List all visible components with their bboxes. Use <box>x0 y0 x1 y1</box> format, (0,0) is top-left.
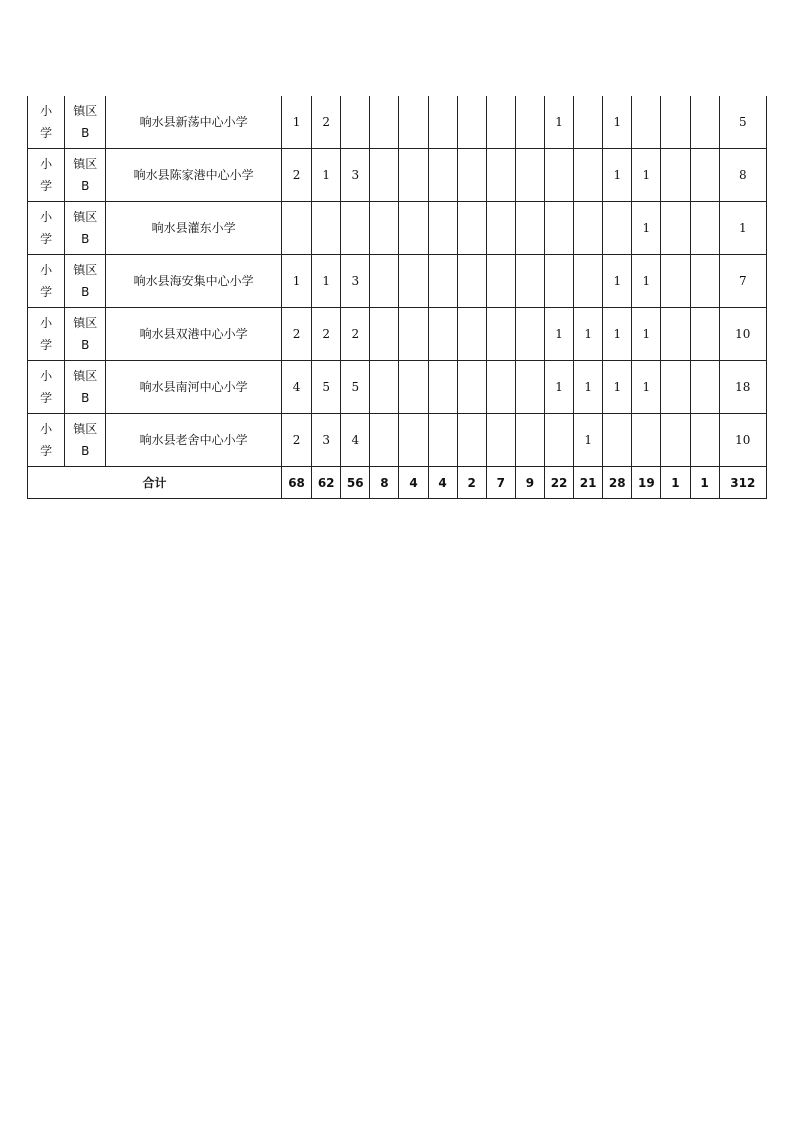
count-cell <box>457 96 486 149</box>
count-cell <box>544 149 573 202</box>
count-cell <box>515 96 544 149</box>
school-name-cell: 响水县南河中心小学 <box>106 361 282 414</box>
count-cell: 5 <box>312 361 341 414</box>
count-cell <box>399 308 428 361</box>
area-type-text: 镇区 <box>73 369 98 383</box>
area-type-text: B <box>81 285 90 299</box>
count-cell <box>370 96 399 149</box>
count-cell <box>486 255 515 308</box>
count-cell: 3 <box>341 255 370 308</box>
school-name-cell: 响水县双港中心小学 <box>106 308 282 361</box>
school-level-text: 学 <box>40 338 53 352</box>
count-cell <box>661 361 690 414</box>
row-total-cell: 10 <box>719 414 766 467</box>
count-cell <box>632 414 661 467</box>
count-cell: 1 <box>282 96 312 149</box>
area-type-text: 镇区 <box>73 422 98 436</box>
school-name-cell: 响水县海安集中心小学 <box>106 255 282 308</box>
count-cell: 1 <box>544 308 573 361</box>
count-cell <box>399 96 428 149</box>
count-cell <box>370 361 399 414</box>
count-cell: 2 <box>312 96 341 149</box>
count-cell <box>690 414 719 467</box>
school-level-cell <box>28 361 65 414</box>
count-cell <box>515 361 544 414</box>
count-cell <box>544 414 573 467</box>
area-type-text: 镇区 <box>73 210 98 224</box>
count-cell <box>428 96 457 149</box>
row-total-cell: 5 <box>719 96 766 149</box>
school-level-text: 学 <box>40 444 53 458</box>
area-type-text: B <box>81 338 90 352</box>
count-cell <box>515 255 544 308</box>
area-type-text: B <box>81 391 90 405</box>
count-cell: 3 <box>312 414 341 467</box>
count-cell: 1 <box>544 361 573 414</box>
count-cell: 1 <box>574 414 603 467</box>
count-cell <box>690 96 719 149</box>
count-cell <box>632 96 661 149</box>
total-count-cell: 9 <box>515 467 544 499</box>
count-cell <box>544 202 573 255</box>
count-cell <box>399 149 428 202</box>
count-cell <box>603 414 632 467</box>
count-cell <box>661 414 690 467</box>
count-cell: 1 <box>632 361 661 414</box>
row-total-cell: 1 <box>719 202 766 255</box>
count-cell <box>399 255 428 308</box>
count-cell <box>661 308 690 361</box>
count-cell <box>399 414 428 467</box>
school-level-cell <box>28 255 65 308</box>
count-cell <box>486 149 515 202</box>
table-row <box>28 96 767 149</box>
count-cell <box>690 149 719 202</box>
count-cell: 1 <box>632 149 661 202</box>
table-body <box>28 96 767 499</box>
count-cell <box>486 414 515 467</box>
count-cell: 2 <box>282 149 312 202</box>
count-cell: 1 <box>282 255 312 308</box>
school-level-text: 小 <box>40 369 53 383</box>
count-cell <box>574 149 603 202</box>
count-cell <box>515 149 544 202</box>
count-cell: 5 <box>341 361 370 414</box>
school-level-cell <box>28 308 65 361</box>
area-type-text: 镇区 <box>73 157 98 171</box>
area-type-cell <box>65 202 106 255</box>
count-cell <box>312 202 341 255</box>
count-cell <box>457 149 486 202</box>
count-cell <box>486 202 515 255</box>
count-cell <box>428 255 457 308</box>
count-cell <box>690 255 719 308</box>
school-level-text: 小 <box>40 157 53 171</box>
count-cell <box>603 202 632 255</box>
school-level-text: 学 <box>40 179 53 193</box>
count-cell: 1 <box>574 361 603 414</box>
count-cell <box>428 202 457 255</box>
count-cell <box>574 202 603 255</box>
count-cell <box>515 202 544 255</box>
count-cell: 1 <box>312 149 341 202</box>
row-total-cell: 18 <box>719 361 766 414</box>
count-cell: 2 <box>282 414 312 467</box>
count-cell: 1 <box>544 96 573 149</box>
count-cell <box>661 202 690 255</box>
count-cell: 3 <box>341 149 370 202</box>
total-count-cell: 4 <box>428 467 457 499</box>
count-cell <box>486 361 515 414</box>
area-type-text: B <box>81 126 90 140</box>
count-cell <box>370 255 399 308</box>
row-total-cell: 7 <box>719 255 766 308</box>
count-cell: 4 <box>341 414 370 467</box>
count-cell <box>515 414 544 467</box>
count-cell: 2 <box>312 308 341 361</box>
area-type-cell <box>65 308 106 361</box>
count-cell <box>661 96 690 149</box>
school-level-text: 学 <box>40 285 53 299</box>
grand-total-cell: 312 <box>719 467 766 499</box>
school-level-cell <box>28 202 65 255</box>
school-level-text: 小 <box>40 316 53 330</box>
count-cell <box>690 361 719 414</box>
total-count-cell: 56 <box>341 467 370 499</box>
count-cell <box>457 255 486 308</box>
row-total-cell: 10 <box>719 308 766 361</box>
school-level-text: 学 <box>40 232 53 246</box>
count-cell <box>428 149 457 202</box>
total-count-cell: 8 <box>370 467 399 499</box>
count-cell: 1 <box>312 255 341 308</box>
count-cell <box>457 361 486 414</box>
count-cell: 1 <box>632 255 661 308</box>
area-type-cell <box>65 149 106 202</box>
table-row <box>28 149 767 202</box>
count-cell <box>341 96 370 149</box>
area-type-text: B <box>81 179 90 193</box>
count-cell <box>399 361 428 414</box>
count-cell <box>282 202 312 255</box>
count-cell <box>341 202 370 255</box>
count-cell <box>661 255 690 308</box>
total-count-cell: 22 <box>544 467 573 499</box>
count-cell <box>399 202 428 255</box>
area-type-cell <box>65 414 106 467</box>
school-level-cell <box>28 96 65 149</box>
count-cell: 1 <box>632 202 661 255</box>
count-cell <box>428 361 457 414</box>
count-cell: 1 <box>603 361 632 414</box>
area-type-cell <box>65 361 106 414</box>
area-type-text: B <box>81 444 90 458</box>
count-cell <box>574 96 603 149</box>
table-row <box>28 414 767 467</box>
table-row <box>28 255 767 308</box>
count-cell <box>486 96 515 149</box>
count-cell: 1 <box>603 96 632 149</box>
count-cell <box>544 255 573 308</box>
school-level-text: 小 <box>40 263 53 277</box>
count-cell: 1 <box>574 308 603 361</box>
count-cell: 1 <box>603 308 632 361</box>
school-name-cell: 响水县陈家港中心小学 <box>106 149 282 202</box>
count-cell <box>690 308 719 361</box>
area-type-cell <box>65 255 106 308</box>
count-cell <box>370 202 399 255</box>
count-cell: 1 <box>603 149 632 202</box>
total-count-cell: 2 <box>457 467 486 499</box>
school-level-text: 学 <box>40 391 53 405</box>
total-count-cell: 7 <box>486 467 515 499</box>
total-count-cell: 4 <box>399 467 428 499</box>
table-row <box>28 361 767 414</box>
count-cell: 4 <box>282 361 312 414</box>
count-cell <box>690 202 719 255</box>
school-level-text: 学 <box>40 126 53 140</box>
count-cell: 1 <box>632 308 661 361</box>
count-cell <box>428 308 457 361</box>
total-label: 合计 <box>28 467 282 499</box>
total-count-cell: 62 <box>312 467 341 499</box>
area-type-text: 镇区 <box>73 316 98 330</box>
row-total-cell: 8 <box>719 149 766 202</box>
area-type-cell <box>65 96 106 149</box>
count-cell <box>457 308 486 361</box>
school-name-cell: 响水县灌东小学 <box>106 202 282 255</box>
count-cell <box>370 414 399 467</box>
area-type-text: B <box>81 232 90 246</box>
count-cell <box>428 414 457 467</box>
area-type-text: 镇区 <box>73 104 98 118</box>
count-cell <box>574 255 603 308</box>
school-name-cell: 响水县老舍中心小学 <box>106 414 282 467</box>
total-count-cell: 19 <box>632 467 661 499</box>
staffing-table <box>27 96 767 499</box>
count-cell <box>515 308 544 361</box>
total-row <box>28 467 767 499</box>
count-cell <box>370 308 399 361</box>
table-row <box>28 202 767 255</box>
school-level-text: 小 <box>40 210 53 224</box>
school-level-text: 小 <box>40 104 53 118</box>
school-name-cell: 响水县新荡中心小学 <box>106 96 282 149</box>
count-cell: 1 <box>603 255 632 308</box>
total-count-cell: 21 <box>574 467 603 499</box>
count-cell <box>457 202 486 255</box>
total-count-cell: 28 <box>603 467 632 499</box>
count-cell <box>486 308 515 361</box>
count-cell: 2 <box>282 308 312 361</box>
school-level-text: 小 <box>40 422 53 436</box>
table-row <box>28 308 767 361</box>
count-cell <box>457 414 486 467</box>
total-count-cell: 1 <box>690 467 719 499</box>
school-level-cell <box>28 414 65 467</box>
count-cell: 2 <box>341 308 370 361</box>
area-type-text: 镇区 <box>73 263 98 277</box>
total-count-cell: 1 <box>661 467 690 499</box>
count-cell <box>370 149 399 202</box>
count-cell <box>661 149 690 202</box>
total-count-cell: 68 <box>282 467 312 499</box>
school-level-cell <box>28 149 65 202</box>
